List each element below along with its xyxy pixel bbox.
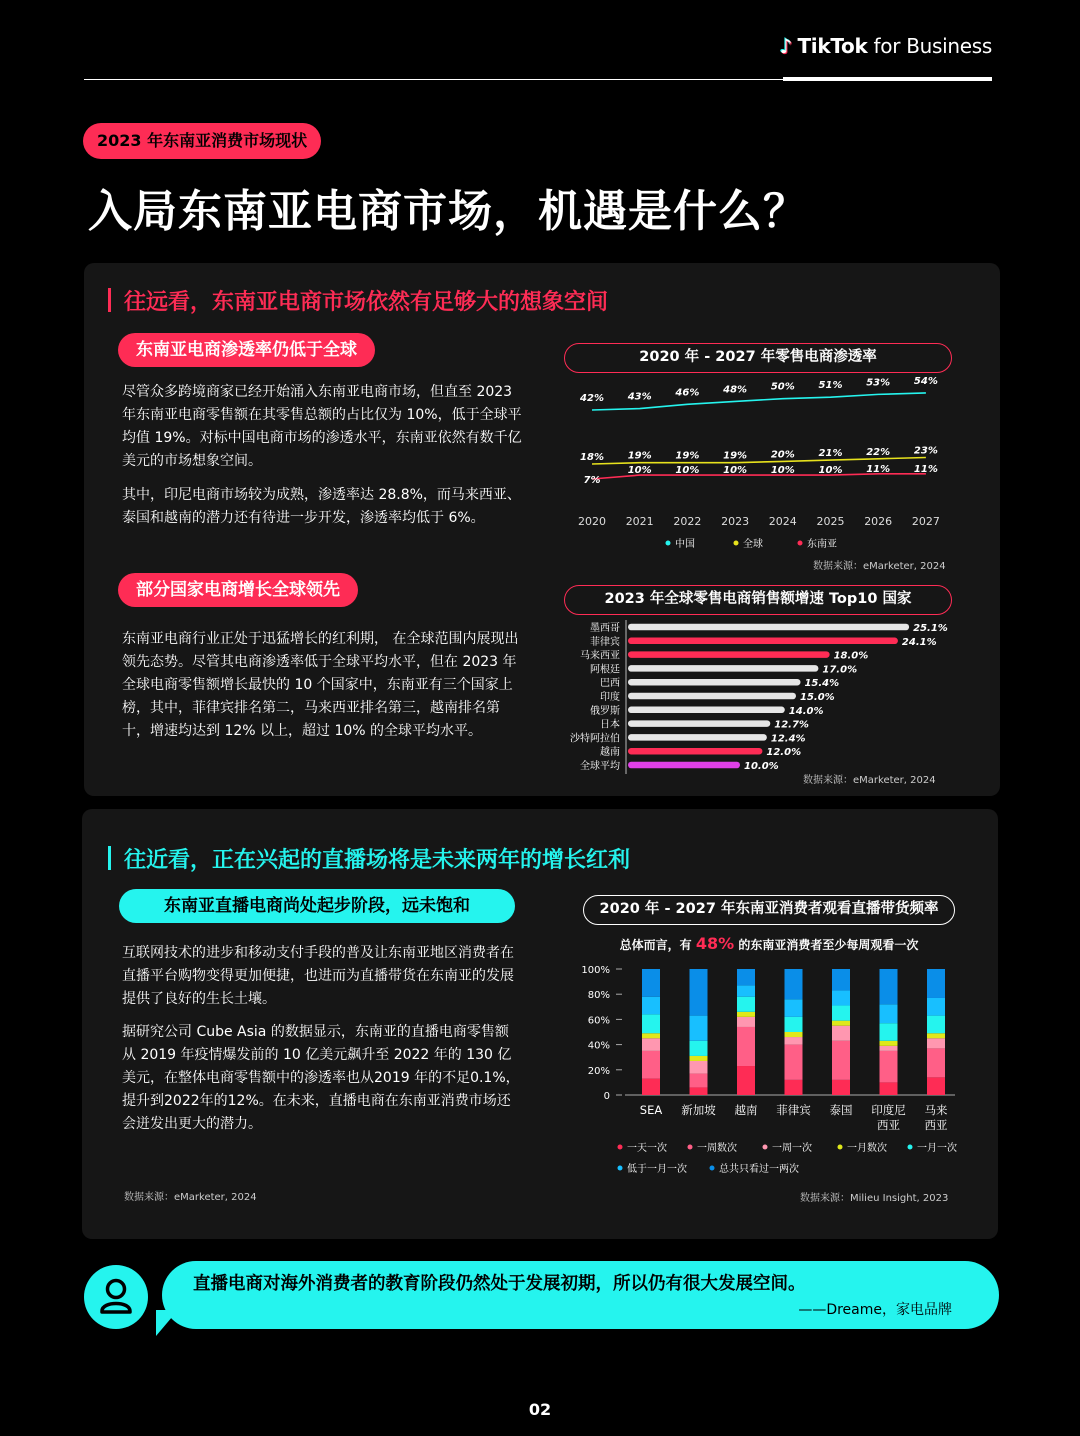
hbar-value-label: 10.0% [744, 761, 779, 772]
legend-dot-1 [734, 541, 739, 546]
hbar-bar [628, 638, 898, 645]
stack-segment [785, 969, 803, 999]
legend-label: 中国 [675, 539, 695, 550]
hbar-value-label: 15.0% [800, 692, 835, 703]
line-point-label: 19% [675, 450, 700, 462]
stack-segment [785, 1080, 803, 1095]
tiktok-note-icon: ♪ [779, 34, 792, 58]
stack-segment [690, 1041, 708, 1056]
line-point-label: 10% [770, 465, 795, 477]
line-point-label: 42% [580, 393, 604, 404]
line-point-label: 43% [627, 391, 652, 403]
stack-segment [785, 1045, 803, 1080]
stack-segment [690, 1074, 708, 1088]
stack-segment [927, 969, 945, 998]
line-point-label: 48% [723, 384, 748, 396]
hbar-value-label: 12.7% [774, 719, 809, 731]
stack-legend-label: 一月数次 [847, 1143, 887, 1154]
section2-para1: 互联网技术的进步和移动支付手段的普及让东南亚地区消费者在直播平台购物变得更加便捷，也进而为直播带货在东南亚的发展提供了良好的生长土壤。 [122, 945, 514, 1007]
tiktok-business-logo [779, 34, 992, 58]
stack-legend-dot [618, 1145, 623, 1150]
legend-dot-0 [666, 541, 671, 546]
sub1-para1: 尽管众多跨境商家已经开始涌入东南亚电商市场，但直至 2023 年东南亚电商零售额在其零售总额的占比仅为 10%，低于全球平均值 19%。对标中国电商市场的渗透水平，东南亚依然有数千亿美元的市场想象空间。 [122, 384, 522, 469]
bar-chart-title: 2023 年全球零售电商销售额增速 Top10 国家 [564, 585, 952, 615]
hbar-category-label: 全球平均 [580, 761, 620, 772]
stack-segment [642, 1051, 660, 1079]
stack-segment [737, 997, 755, 1012]
line-point-label: 19% [627, 450, 652, 462]
stack-segment [927, 998, 945, 1016]
stack-segment [642, 997, 660, 1015]
line-point-label: 19% [723, 450, 748, 462]
hbar-chart [564, 618, 954, 778]
stack-segment [690, 969, 708, 1016]
stack-segment [880, 1082, 898, 1095]
page-title: 入局东南亚电商市场，机遇是什么？ [88, 186, 808, 237]
line-point-label: 10% [627, 465, 652, 477]
line-point-label: 22% [866, 446, 891, 458]
x-category-label: 印度尼 [871, 1103, 906, 1117]
stack-segment [737, 985, 755, 996]
stack-segment [880, 1046, 898, 1051]
hbar-bar [628, 734, 767, 741]
hbar-bar [628, 720, 770, 727]
line-chart [564, 376, 954, 556]
y-tick-label: 40% [587, 1040, 610, 1052]
line-point-label: 7% [583, 475, 601, 486]
hbar-value-label: 12.4% [770, 733, 806, 745]
hbar-category-label: 巴西 [600, 678, 620, 690]
stack-segment [832, 990, 850, 1005]
line-point-label: 54% [913, 376, 938, 387]
stack-legend-dot [838, 1145, 843, 1150]
line-point-label: 11% [913, 463, 938, 475]
x-tick-label: 2022 [673, 515, 702, 528]
subtitle-highlight: 48% [695, 934, 735, 953]
x-tick-label: 2027 [911, 515, 940, 528]
line-chart-source: 数据来源：eMarketer, 2024 [813, 561, 946, 572]
line-chart-title: 2020 年 - 2027 年零售电商渗透率 [564, 343, 952, 373]
hbar-chart-source: 数据来源：eMarketer, 2024 [803, 775, 936, 786]
stack-segment [785, 1037, 803, 1045]
x-tick-label: 2024 [768, 515, 797, 528]
hbar-category-label: 沙特阿拉伯 [570, 733, 620, 745]
stack-segment [832, 1026, 850, 1041]
stack-segment [880, 1051, 898, 1083]
x-category-label: 西亚 [924, 1118, 948, 1132]
line-point-label: 10% [723, 465, 748, 477]
line-point-label: 10% [818, 465, 843, 477]
line-point-label: 11% [866, 463, 891, 475]
stack-segment [737, 1012, 755, 1017]
y-tick-label: 80% [587, 990, 610, 1002]
stack-legend-label: 一天一次 [627, 1143, 667, 1154]
stack-segment [880, 1004, 898, 1023]
hbar-value-label: 24.1% [901, 636, 937, 648]
stack-segment [832, 1041, 850, 1080]
stack-segment [690, 1016, 708, 1041]
x-tick-label: 2026 [864, 515, 893, 528]
line-point-label: 50% [770, 381, 795, 393]
line-point-label: 20% [770, 449, 795, 461]
x-tick-label: 2020 [578, 515, 606, 528]
page-number: 02 [528, 1400, 552, 1419]
stack-segment [880, 1023, 898, 1041]
stack-segment [785, 1032, 803, 1037]
hbar-category-label: 菲律宾 [590, 636, 620, 648]
stack-segment [642, 1038, 660, 1051]
y-tick-label: 60% [587, 1015, 610, 1027]
line-point-label: 10% [675, 465, 700, 477]
hbar-category-label: 俄罗斯 [590, 705, 620, 717]
line-point-label: 18% [580, 452, 604, 463]
line-point-label: 53% [866, 377, 891, 389]
section2-title: 往近看，正在兴起的直播场将是未来两年的增长红利 [124, 843, 630, 874]
hbar-bar [628, 651, 830, 658]
stack-segment [832, 1006, 850, 1021]
stack-segment [880, 1041, 898, 1046]
stack-segment [785, 1017, 803, 1032]
user-avatar-icon [84, 1265, 148, 1329]
hbar-category-label: 墨西哥 [590, 623, 620, 634]
line-point-label: 51% [818, 380, 843, 392]
x-tick-label: 2021 [625, 515, 654, 528]
y-tick-label: 20% [587, 1065, 610, 1077]
logo-suffix: for Business [867, 34, 992, 58]
x-category-label: 泰国 [829, 1103, 853, 1117]
stack-legend-label: 一周一次 [772, 1143, 812, 1154]
stack-legend-dot [688, 1145, 693, 1150]
hbar-category-label: 日本 [600, 719, 620, 731]
x-category-label: 越南 [734, 1103, 758, 1117]
stack-segment [737, 1066, 755, 1095]
subtitle-post: 的东南亚消费者至少每周观看一次 [738, 938, 919, 952]
section2-source: 数据来源：eMarketer, 2024 [124, 1192, 257, 1203]
x-category-label: 新加坡 [681, 1103, 716, 1117]
legend-dot-2 [798, 541, 803, 546]
line-point-label: 23% [913, 445, 938, 457]
stack-segment [642, 969, 660, 997]
hbar-bar [628, 679, 800, 686]
stacked-chart-title: 2020 年 - 2027 年东南亚消费者观看直播带货频率 [583, 895, 955, 925]
stack-legend-dot [763, 1145, 768, 1150]
stacked-bar-chart [570, 958, 966, 1180]
stack-legend-label: 一月一次 [917, 1143, 957, 1154]
hbar-value-label: 25.1% [913, 623, 948, 634]
stack-segment [832, 1021, 850, 1026]
quote-text: 直播电商对海外消费者的教育阶段仍然处于发展初期，所以仍有很大发展空间。 [193, 1274, 806, 1294]
hbar-bar [628, 748, 762, 755]
y-tick-label: 100% [581, 965, 610, 976]
stack-legend-dot [710, 1166, 715, 1171]
hbar-category-label: 印度 [600, 692, 620, 703]
hbar-value-label: 15.4% [804, 678, 840, 690]
hbar-bar [628, 624, 909, 631]
subtitle-pre: 总体而言，有 [619, 938, 692, 952]
hbar-value-label: 17.0% [822, 664, 858, 676]
x-category-label: 马来 [924, 1103, 948, 1117]
stack-segment [642, 1014, 660, 1033]
stack-segment [642, 1033, 660, 1038]
stack-segment [927, 1033, 945, 1038]
x-category-label: 西亚 [877, 1118, 900, 1132]
stack-segment [832, 1080, 850, 1095]
stack-segment [737, 1027, 755, 1066]
stack-segment [690, 1061, 708, 1074]
sub1-label: 东南亚电商渗透率仍低于全球 [118, 333, 375, 367]
hbar-bar [628, 665, 818, 672]
stack-segment [785, 999, 803, 1017]
hbar-category-label: 越南 [600, 747, 620, 759]
stack-legend-dot [908, 1145, 913, 1150]
section1-title: 往远看，东南亚电商市场依然有足够大的想象空间 [124, 285, 608, 316]
stack-segment [927, 1038, 945, 1048]
hbar-bar [628, 693, 796, 700]
stack-segment [690, 1056, 708, 1061]
legend-label: 东南亚 [807, 539, 837, 550]
line-point-label: 21% [818, 448, 843, 460]
stack-legend-label: 总共只看过一两次 [719, 1164, 799, 1175]
section2-para2: 据研究公司 Cube Asia 的数据显示，东南亚的直播电商零售额从 2019 年疫情爆发前的 10 亿美元飙升至 2022 年的 130 亿美元，在整体电商零售额中的渗透率也从2019 年的不足0.1%，提升到2022年的12%。在未来，直播电商在东南亚消费市场还会迸发出更大的潜力。 [122, 1024, 520, 1132]
hbar-bar [628, 762, 740, 769]
stack-segment [737, 1017, 755, 1027]
stack-segment [927, 1048, 945, 1077]
stack-segment [880, 969, 898, 1004]
stack-segment [832, 969, 850, 990]
section2-label: 东南亚直播电商尚处起步阶段，远未饱和 [119, 889, 515, 923]
x-category-label: SEA [639, 1103, 663, 1117]
y-tick-label: 0 [603, 1091, 610, 1102]
stack-legend-label: 一周数次 [697, 1143, 737, 1154]
stack-legend-label: 低于一月一次 [627, 1164, 687, 1175]
x-tick-label: 2025 [816, 515, 845, 528]
legend-label: 全球 [743, 539, 763, 550]
stack-legend-dot [618, 1166, 623, 1171]
stack-segment [690, 1087, 708, 1095]
stacked-chart-source: 数据来源：Milieu Insight, 2023 [800, 1193, 949, 1204]
hbar-value-label: 14.0% [788, 705, 824, 717]
sub1-para2: 其中，印尼电商市场较为成熟，渗透率达 28.8%，而马来西亚、泰国和越南的潜力还有待进一步开发，渗透率均低于 6%。 [122, 487, 521, 526]
hbar-value-label: 18.0% [833, 650, 869, 662]
hbar-category-label: 阿根廷 [590, 664, 620, 676]
stacked-chart-subtitle [583, 934, 955, 953]
logo-brand: TikTok [797, 34, 868, 58]
stack-segment [927, 1016, 945, 1034]
stack-segment [642, 1079, 660, 1095]
hbar-bar [628, 707, 785, 714]
stack-segment [737, 969, 755, 985]
section-tag: 2023 年东南亚消费市场现状 [83, 123, 321, 159]
hbar-category-label: 马来西亚 [580, 650, 620, 662]
sub2-label: 部分国家电商增长全球领先 [118, 573, 358, 607]
sub2-para1: 东南亚电商行业正处于迅猛增长的红利期， 在全球范围内展现出领先态势。尽管其电商渗透率低于全球平均水平，但在 2023 年全球电商零售额增长最快的 10 个国家中，东南亚有三个国家上榜，其中，菲律宾排名第二，马来西亚排名第三，越南排名第十，增速均达到 12% 以上，超过 10% 的全球平均水平。 [122, 631, 519, 739]
x-tick-label: 2023 [721, 515, 750, 528]
line-point-label: 46% [675, 387, 700, 399]
hbar-value-label: 12.0% [766, 747, 802, 759]
x-category-label: 菲律宾 [776, 1103, 811, 1117]
stack-segment [927, 1077, 945, 1095]
quote-attribution: ——Dreame，家电品牌 [798, 1302, 952, 1318]
header-accent-bar [783, 77, 992, 81]
